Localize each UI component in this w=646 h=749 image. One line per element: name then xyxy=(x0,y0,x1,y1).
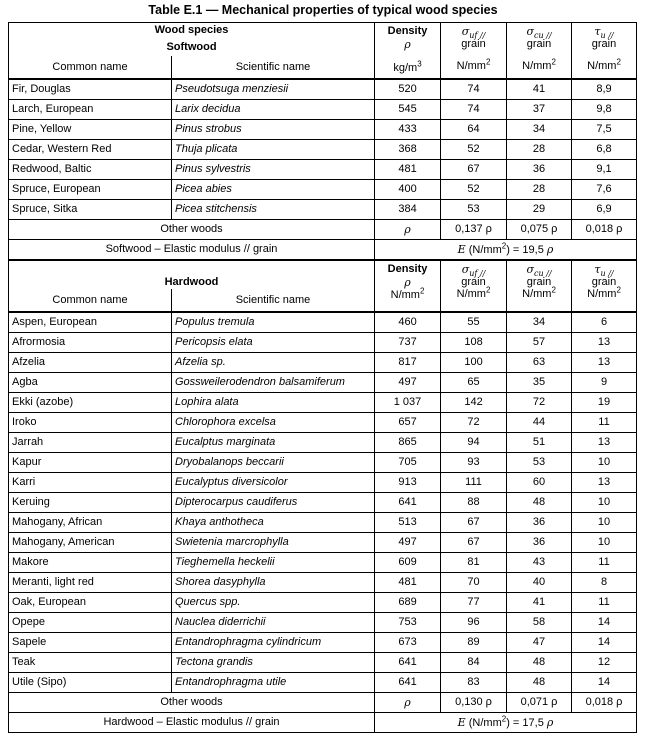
unit-text: N/mm xyxy=(587,60,617,72)
fcu-cell: 37 xyxy=(507,100,572,120)
fcu-cell: 51 xyxy=(507,433,572,453)
scientific-name-cell: Tectona grandis xyxy=(172,653,375,673)
sigma-symbol: σ xyxy=(526,263,534,276)
unit-text: N/mm xyxy=(456,60,486,72)
density-cell: 641 xyxy=(375,493,441,513)
scientific-name-cell: Pericopsis elata xyxy=(172,333,375,353)
common-name-cell: Iroko xyxy=(9,413,172,433)
common-name-cell: Opepe xyxy=(9,613,172,633)
common-name-cell: Mahogany, African xyxy=(9,513,172,533)
other-woods-label: Other woods xyxy=(9,220,375,240)
fcu-unit xyxy=(510,57,568,72)
scientific-name-cell: Thuja plicata xyxy=(172,140,375,160)
table-row xyxy=(9,653,637,673)
density-unit xyxy=(378,61,437,75)
common-name-cell: Redwood, Baltic xyxy=(9,160,172,180)
other-fuf: 0,130 ρ xyxy=(441,693,507,713)
fu-cell: 10 xyxy=(572,453,637,473)
table-row xyxy=(9,79,637,100)
scientific-name-cell: Khaya anthotheca xyxy=(172,513,375,533)
common-name-cell: Sapele xyxy=(9,633,172,653)
fuf-cell: 52 xyxy=(441,140,507,160)
other-density: ρ xyxy=(375,220,441,240)
fu-cell: 13 xyxy=(572,333,637,353)
fu-cell: 13 xyxy=(572,473,637,493)
unit-text: N/mm xyxy=(522,60,552,72)
fuf-header xyxy=(441,23,507,80)
fuf-cell: 65 xyxy=(441,373,507,393)
fuf-cell: 67 xyxy=(441,160,507,180)
tau-symbol: τ xyxy=(594,263,601,276)
wood-properties-table xyxy=(8,22,637,733)
other-fuf: 0,137 ρ xyxy=(441,220,507,240)
unit-text: N/mm xyxy=(456,288,486,300)
fu-cell: 7,5 xyxy=(572,120,637,140)
rho-symbol: ρ xyxy=(404,276,411,289)
scientific-name-cell: Eucalyptus diversicolor xyxy=(172,473,375,493)
fuf-cell: 88 xyxy=(441,493,507,513)
common-name-cell: Ekki (azobe) xyxy=(9,393,172,413)
fcu-cell: 34 xyxy=(507,120,572,140)
scientific-name-cell: Picea stitchensis xyxy=(172,200,375,220)
fu-cell: 8,9 xyxy=(572,79,637,100)
other-density: ρ xyxy=(375,693,441,713)
scientific-name-header: Scientific name xyxy=(172,56,375,79)
fu-header xyxy=(572,260,637,312)
grain-label: grain xyxy=(526,38,552,50)
table-row xyxy=(9,593,637,613)
fuf-unit xyxy=(444,57,503,72)
fcu-cell: 28 xyxy=(507,180,572,200)
hardwood-header-row-1 xyxy=(9,260,637,289)
fcu-cell: 63 xyxy=(507,353,572,373)
unit-sup: 2 xyxy=(485,57,491,67)
fu-header xyxy=(572,23,637,80)
scientific-name-cell: Larix decidua xyxy=(172,100,375,120)
scientific-name-cell: Picea abies xyxy=(172,180,375,200)
fu-cell: 11 xyxy=(572,553,637,573)
density-cell: 481 xyxy=(375,160,441,180)
unit-text: N/mm xyxy=(522,288,552,300)
fu-cell: 11 xyxy=(572,413,637,433)
fcu-cell: 60 xyxy=(507,473,572,493)
fuf-cell: 96 xyxy=(441,613,507,633)
fuf-unit xyxy=(444,285,503,300)
table-row xyxy=(9,120,637,140)
fuf-cell: 100 xyxy=(441,353,507,373)
table-row xyxy=(9,333,637,353)
fuf-cell: 77 xyxy=(441,593,507,613)
wood-species-header: Wood species xyxy=(9,23,375,39)
fuf-cell: 72 xyxy=(441,413,507,433)
fu-symbol xyxy=(575,263,633,279)
fuf-cell: 74 xyxy=(441,100,507,120)
softwood-header-row-1 xyxy=(9,23,637,39)
formula-text: (N/mm xyxy=(465,716,502,729)
hardwood-elastic-row xyxy=(9,713,637,733)
fu-cell: 19 xyxy=(572,393,637,413)
fcu-symbol xyxy=(510,25,568,41)
sub-text: uf // xyxy=(469,269,486,279)
fcu-cell: 35 xyxy=(507,373,572,393)
fuf-cell: 111 xyxy=(441,473,507,493)
formula-text: ) = 17,5 xyxy=(506,716,547,729)
fu-cell: 6,8 xyxy=(572,140,637,160)
scientific-name-cell: Afzelia sp. xyxy=(172,353,375,373)
scientific-name-cell: Eucalptus marginata xyxy=(172,433,375,453)
unit-sup: 2 xyxy=(419,286,425,296)
common-name-cell: Makore xyxy=(9,553,172,573)
table-row xyxy=(9,573,637,593)
common-name-cell: Mahogany, American xyxy=(9,533,172,553)
fcu-cell: 48 xyxy=(507,653,572,673)
fuf-cell: 70 xyxy=(441,573,507,593)
fuf-cell: 108 xyxy=(441,333,507,353)
scientific-name-cell: Gossweilerodendron balsamiferum xyxy=(172,373,375,393)
scientific-name-cell: Pinus strobus xyxy=(172,120,375,140)
density-cell: 689 xyxy=(375,593,441,613)
scientific-name-cell: Dipterocarpus caudiferus xyxy=(172,493,375,513)
density-cell: 641 xyxy=(375,673,441,693)
unit-text: N/mm xyxy=(390,289,420,301)
density-cell: 433 xyxy=(375,120,441,140)
grain-label: grain xyxy=(461,276,486,288)
softwood-other-row xyxy=(9,220,637,240)
scientific-name-cell: Entandrophragma utile xyxy=(172,673,375,693)
fu-cell: 11 xyxy=(572,593,637,613)
rho-symbol: ρ xyxy=(404,38,411,51)
other-woods-label: Other woods xyxy=(9,693,375,713)
common-name-cell: Fir, Douglas xyxy=(9,79,172,100)
unit-text: kg/m xyxy=(393,62,418,74)
elastic-formula xyxy=(375,240,637,261)
fcu-cell: 58 xyxy=(507,613,572,633)
common-name-cell: Aspen, European xyxy=(9,312,172,333)
table-row xyxy=(9,553,637,573)
grain-label: grain xyxy=(461,38,486,50)
fu-cell: 10 xyxy=(572,493,637,513)
common-name-cell: Spruce, Sitka xyxy=(9,200,172,220)
fu-cell: 6 xyxy=(572,312,637,333)
fcu-cell: 36 xyxy=(507,513,572,533)
common-name-cell: Keruing xyxy=(9,493,172,513)
fuf-header xyxy=(441,260,507,312)
fu-cell: 9,8 xyxy=(572,100,637,120)
fu-cell: 14 xyxy=(572,613,637,633)
formula-text: ) = 19,5 xyxy=(506,243,547,256)
elastic-formula xyxy=(375,713,637,733)
fu-cell: 6,9 xyxy=(572,200,637,220)
unit-sup: 2 xyxy=(551,57,556,67)
density-cell: 865 xyxy=(375,433,441,453)
elastic-label: Hardwood – Elastic modulus // grain xyxy=(9,713,375,733)
fuf-cell: 67 xyxy=(441,533,507,553)
table-row xyxy=(9,353,637,373)
fuf-cell: 89 xyxy=(441,633,507,653)
density-cell: 705 xyxy=(375,453,441,473)
fcu-cell: 34 xyxy=(507,312,572,333)
formula-text: (N/mm xyxy=(465,243,502,256)
other-fcu: 0,071 ρ xyxy=(507,693,572,713)
other-fu: 0,018 ρ xyxy=(572,693,637,713)
fcu-cell: 72 xyxy=(507,393,572,413)
density-cell: 400 xyxy=(375,180,441,200)
table-row xyxy=(9,513,637,533)
common-name-header: Common name xyxy=(9,56,172,79)
scientific-name-cell: Shorea dasyphylla xyxy=(172,573,375,593)
density-cell: 1 037 xyxy=(375,393,441,413)
grain-label: grain xyxy=(591,276,617,288)
table-row xyxy=(9,473,637,493)
density-label: Density xyxy=(387,25,428,37)
other-fu: 0,018 ρ xyxy=(572,220,637,240)
fuf-cell: 83 xyxy=(441,673,507,693)
fcu-cell: 40 xyxy=(507,573,572,593)
density-header xyxy=(375,260,441,312)
fcu-cell: 41 xyxy=(507,79,572,100)
table-row xyxy=(9,413,637,433)
common-name-cell: Utile (Sipo) xyxy=(9,673,172,693)
common-name-cell: Karri xyxy=(9,473,172,493)
fu-cell: 9 xyxy=(572,373,637,393)
scientific-name-cell: Populus tremula xyxy=(172,312,375,333)
fu-cell: 12 xyxy=(572,653,637,673)
fuf-cell: 81 xyxy=(441,553,507,573)
table-row xyxy=(9,373,637,393)
scientific-name-cell: Tieghemella heckelii xyxy=(172,553,375,573)
fu-cell: 10 xyxy=(572,533,637,553)
fcu-header xyxy=(507,23,572,80)
common-name-cell: Meranti, light red xyxy=(9,573,172,593)
hardwood-group-label: Hardwood xyxy=(9,260,375,289)
grain-label: grain xyxy=(526,276,552,288)
density-header xyxy=(375,23,441,80)
density-cell: 913 xyxy=(375,473,441,493)
fuf-symbol xyxy=(444,25,503,41)
scientific-name-cell: Nauclea diderrichii xyxy=(172,613,375,633)
grain-label: grain xyxy=(591,38,617,50)
softwood-elastic-row xyxy=(9,240,637,261)
table-title: Table E.1 — Mechanical properties of typical wood species xyxy=(148,3,498,17)
density-cell: 384 xyxy=(375,200,441,220)
fuf-cell: 94 xyxy=(441,433,507,453)
common-name-cell: Cedar, Western Red xyxy=(9,140,172,160)
scientific-name-cell: Dryobalanops beccarii xyxy=(172,453,375,473)
table-row xyxy=(9,533,637,553)
scientific-name-cell: Quercus spp. xyxy=(172,593,375,613)
fuf-cell: 52 xyxy=(441,180,507,200)
scientific-name-cell: Pinus sylvestris xyxy=(172,160,375,180)
fu-unit xyxy=(575,57,633,72)
density-cell: 609 xyxy=(375,553,441,573)
common-name-cell: Larch, European xyxy=(9,100,172,120)
elastic-label: Softwood – Elastic modulus // grain xyxy=(9,240,375,261)
common-name-cell: Agba xyxy=(9,373,172,393)
e-symbol: E xyxy=(457,715,466,729)
table-row xyxy=(9,160,637,180)
common-name-cell: Oak, European xyxy=(9,593,172,613)
other-fcu: 0,075 ρ xyxy=(507,220,572,240)
fcu-cell: 44 xyxy=(507,413,572,433)
sub-text: u // xyxy=(600,269,614,279)
unit-sup: 2 xyxy=(616,285,621,295)
common-name-cell: Spruce, European xyxy=(9,180,172,200)
tau-symbol: τ xyxy=(594,25,601,38)
density-cell: 497 xyxy=(375,533,441,553)
scientific-name-header: Scientific name xyxy=(172,289,375,312)
unit-sup: 2 xyxy=(501,240,507,250)
common-name-cell: Kapur xyxy=(9,453,172,473)
fcu-cell: 29 xyxy=(507,200,572,220)
fcu-cell: 47 xyxy=(507,633,572,653)
table-row xyxy=(9,200,637,220)
table-row xyxy=(9,433,637,453)
rho-symbol: ρ xyxy=(546,242,554,256)
scientific-name-cell: Pseudotsuga menziesii xyxy=(172,79,375,100)
table-row xyxy=(9,453,637,473)
common-name-header: Common name xyxy=(9,289,172,312)
fuf-cell: 93 xyxy=(441,453,507,473)
density-cell: 641 xyxy=(375,653,441,673)
fcu-cell: 28 xyxy=(507,140,572,160)
fcu-cell: 53 xyxy=(507,453,572,473)
density-cell: 817 xyxy=(375,353,441,373)
table-row xyxy=(9,493,637,513)
fuf-cell: 64 xyxy=(441,120,507,140)
density-cell: 460 xyxy=(375,312,441,333)
density-cell: 520 xyxy=(375,79,441,100)
scientific-name-cell: Lophira alata xyxy=(172,393,375,413)
scientific-name-cell: Swietenia marcrophylla xyxy=(172,533,375,553)
fu-cell: 7,6 xyxy=(572,180,637,200)
table-row xyxy=(9,613,637,633)
density-cell: 545 xyxy=(375,100,441,120)
fu-cell: 8 xyxy=(572,573,637,593)
common-name-cell: Afzelia xyxy=(9,353,172,373)
fuf-cell: 74 xyxy=(441,79,507,100)
density-cell: 673 xyxy=(375,633,441,653)
table-row xyxy=(9,100,637,120)
table-row xyxy=(9,180,637,200)
rho-symbol: ρ xyxy=(546,715,554,729)
fcu-header xyxy=(507,260,572,312)
common-name-cell: Afrormosia xyxy=(9,333,172,353)
unit-sup: 3 xyxy=(417,59,422,69)
fcu-cell: 36 xyxy=(507,160,572,180)
density-unit xyxy=(378,286,437,302)
density-cell: 657 xyxy=(375,413,441,433)
sub-text: cu // xyxy=(533,31,552,41)
density-cell: 497 xyxy=(375,373,441,393)
sigma-symbol: σ xyxy=(526,25,534,38)
fcu-symbol xyxy=(510,263,568,279)
scientific-name-cell: Entandrophragma cylindricum xyxy=(172,633,375,653)
fuf-cell: 53 xyxy=(441,200,507,220)
density-cell: 368 xyxy=(375,140,441,160)
fuf-cell: 67 xyxy=(441,513,507,533)
unit-sup: 2 xyxy=(551,285,556,295)
density-label: Density xyxy=(387,263,428,275)
fu-cell: 13 xyxy=(572,433,637,453)
table-row xyxy=(9,140,637,160)
unit-text: N/mm xyxy=(587,288,617,300)
fu-cell: 13 xyxy=(572,353,637,373)
fcu-cell: 57 xyxy=(507,333,572,353)
table-row xyxy=(9,312,637,333)
table-row xyxy=(9,393,637,413)
scientific-name-cell: Chlorophora excelsa xyxy=(172,413,375,433)
sigma-symbol: σ xyxy=(461,25,470,38)
softwood-group-label: Softwood xyxy=(9,38,375,56)
common-name-cell: Teak xyxy=(9,653,172,673)
density-cell: 737 xyxy=(375,333,441,353)
unit-sup: 2 xyxy=(485,285,491,295)
fcu-cell: 36 xyxy=(507,533,572,553)
hardwood-other-row xyxy=(9,693,637,713)
fuf-symbol xyxy=(444,263,503,279)
sigma-symbol: σ xyxy=(461,263,470,276)
e-symbol: E xyxy=(457,242,466,256)
unit-sup: 2 xyxy=(616,57,621,67)
sub-text: u // xyxy=(600,31,614,41)
table-row xyxy=(9,673,637,693)
fu-symbol xyxy=(575,25,633,41)
fu-cell: 9,1 xyxy=(572,160,637,180)
fuf-cell: 84 xyxy=(441,653,507,673)
sub-text: uf // xyxy=(469,31,486,41)
fcu-cell: 41 xyxy=(507,593,572,613)
fu-cell: 14 xyxy=(572,633,637,653)
fcu-cell: 48 xyxy=(507,493,572,513)
fcu-cell: 48 xyxy=(507,673,572,693)
fu-unit xyxy=(575,285,633,300)
fcu-cell: 43 xyxy=(507,553,572,573)
table-row xyxy=(9,633,637,653)
density-cell: 753 xyxy=(375,613,441,633)
common-name-cell: Pine, Yellow xyxy=(9,120,172,140)
density-cell: 481 xyxy=(375,573,441,593)
unit-sup: 2 xyxy=(501,713,507,723)
sub-text: cu // xyxy=(533,269,552,279)
fu-cell: 14 xyxy=(572,673,637,693)
fcu-unit xyxy=(510,285,568,300)
fuf-cell: 55 xyxy=(441,312,507,333)
density-cell: 513 xyxy=(375,513,441,533)
fu-cell: 10 xyxy=(572,513,637,533)
fuf-cell: 142 xyxy=(441,393,507,413)
common-name-cell: Jarrah xyxy=(9,433,172,453)
